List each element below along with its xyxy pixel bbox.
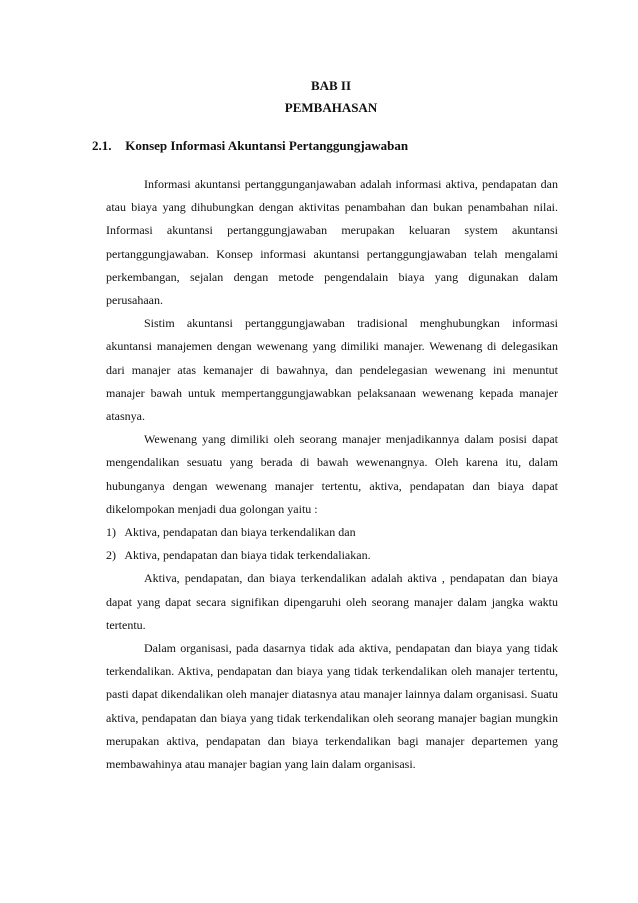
paragraph: Aktiva, pendapatan, dan biaya terkendalikan adalah aktiva , pendapatan dan biaya dapat yang dapat secara signifikan dipengaruhi oleh seorang manajer dalam jangka waktu tertentu. (106, 571, 558, 632)
section-title: Konsep Informasi Akuntansi Pertanggungjawaban (125, 138, 409, 153)
section-heading (92, 138, 408, 154)
paragraph: Sistim akuntansi pertanggungjawaban tradisional menghubungkan informasi akuntansi manajemen dengan wewenang yang dimiliki manajer. Wewenang di delegasikan dari manajer atas kemanajer di bawahnya, dan pendelegasian wewenang ini menuntut manajer bawah untuk mempertanggungjawabkan pelaksanaan wewenang kepada manajer atasnya. (106, 316, 558, 424)
list-item-text: Aktiva, pendapatan dan biaya tidak terkendaliakan. (124, 548, 371, 563)
list-item (106, 521, 558, 544)
section-number: 2.1. (92, 138, 112, 153)
paragraph: Wewenang yang dimiliki oleh seorang manajer menjadikannya dalam posisi dapat mengendalikan sesuatu yang berada di bawah wewenangnya. Oleh karena itu, dalam hubunganya dengan wewenang manajer tertentu, aktiva, pendapatan dan biaya dapat dikelompokan menjadi dua golongan yaitu : (106, 432, 558, 516)
chapter-label: BAB II (310, 78, 352, 93)
list-item (106, 544, 558, 567)
paragraph: Informasi akuntansi pertanggunganjawaban adalah informasi aktiva, pendapatan dan atau biaya yang dihubungkan dengan aktivitas penambahan dan bukan penambahan nilai. Informasi akuntansi pertanggungjawaban merupakan keluaran system akuntansi pertanggungjawaban. Konsep informasi akuntansi pertanggungjawaban telah mengalami perkembangan, sejalan dengan metode pengendalain biaya yang digunakan dalam perusahaan. (106, 177, 558, 308)
paragraph: Dalam organisasi, pada dasarnya tidak ada aktiva, pendapatan dan biaya yang tidak terkendalikan. Aktiva, pendapatan dan biaya yang tidak terkendalikan oleh manajer tertentu, pasti dapat dikendalikan oleh manajer diatasnya atau manajer lainnya dalam organisasi. Suatu aktiva, pendapatan dan biaya yang tidak terkendalikan oleh seorang manajer bagian mungkin merupakan aktiva, pendapatan dan biaya terkendalikan bagi manajer departemen yang membawahinya atau manajer bagian yang lain dalam organisasi. (106, 641, 558, 772)
chapter-title: PEMBAHASAN (284, 100, 378, 115)
list-item-number: 1) (106, 525, 116, 540)
body-text (106, 173, 558, 776)
list-item-number: 2) (106, 548, 116, 563)
list-item-text: Aktiva, pendapatan dan biaya terkendalikan dan (124, 525, 356, 540)
